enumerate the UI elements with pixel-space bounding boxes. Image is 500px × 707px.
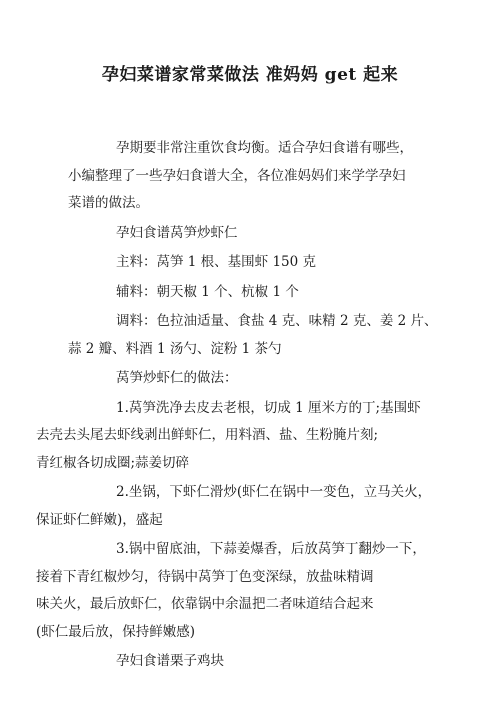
text-line: 孕妇食谱莴笋炒虾仁 [116, 224, 238, 241]
text-line: 接着下青红椒炒匀，待锅中莴笋丁色变深绿，放盐味精调 [36, 568, 374, 585]
text-line: 3.锅中留底油，下蒜姜爆香，后放莴笋丁翻炒一下， [116, 541, 426, 557]
text-line: 味关火，最后放虾仁，依靠锅中余温把二者味道结合起来 [36, 596, 374, 612]
step-1 [36, 395, 426, 478]
step-2 [36, 479, 432, 534]
page-title: 孕妇菜谱家常菜做法 准妈妈 get 起来 [101, 65, 399, 85]
next-recipe-heading [76, 648, 426, 676]
text-line: 孕期要非常注重饮食均衡。适合孕妇食谱有哪些， [116, 140, 413, 156]
article-body [36, 135, 438, 678]
text-line: 菜谱的做法。 [68, 195, 149, 211]
text-line: (虾仁最后放，保持鲜嫩感) [36, 623, 196, 640]
seasonings [68, 308, 438, 363]
main-ingredients [76, 249, 426, 277]
text-line: 辅料：朝天椒 1 个、杭椒 1 个 [116, 283, 299, 300]
text-line: 莴笋炒虾仁的做法： [116, 370, 238, 386]
text-line: 保证虾仁鲜嫩)，盛起 [36, 511, 163, 528]
method-heading [76, 365, 426, 393]
text-line: 青红椒各切成圈;蒜姜切碎 [36, 454, 190, 471]
text-line: 主料：莴笋 1 根、基围虾 150 克 [116, 254, 317, 270]
text-line: 调料：色拉油适量、食盐 4 克、味精 2 克、姜 2 片、 [116, 313, 438, 329]
text-line: 孕妇食谱栗子鸡块 [116, 653, 224, 669]
intro-paragraph [68, 135, 426, 218]
text-line: 1.莴笋洗净去皮去老根，切成 1 厘米方的丁;基围虾 [116, 399, 421, 416]
text-line: 去壳去头尾去虾线剥出鲜虾仁，用料酒、盐、生粉腌片刻; [36, 427, 379, 443]
text-line: 蒜 2 瓣、料酒 1 汤勺、淀粉 1 茶勺 [68, 340, 282, 357]
auxiliary-ingredients [76, 279, 426, 307]
text-line: 小编整理了一些孕妇食谱大全，各位准妈妈们来学学孕妇 [68, 167, 406, 184]
recipe-heading [76, 220, 426, 248]
step-3 [36, 536, 426, 646]
text-line: 2.坐锅，下虾仁滑炒(虾仁在锅中一变色，立马关火， [116, 484, 432, 500]
